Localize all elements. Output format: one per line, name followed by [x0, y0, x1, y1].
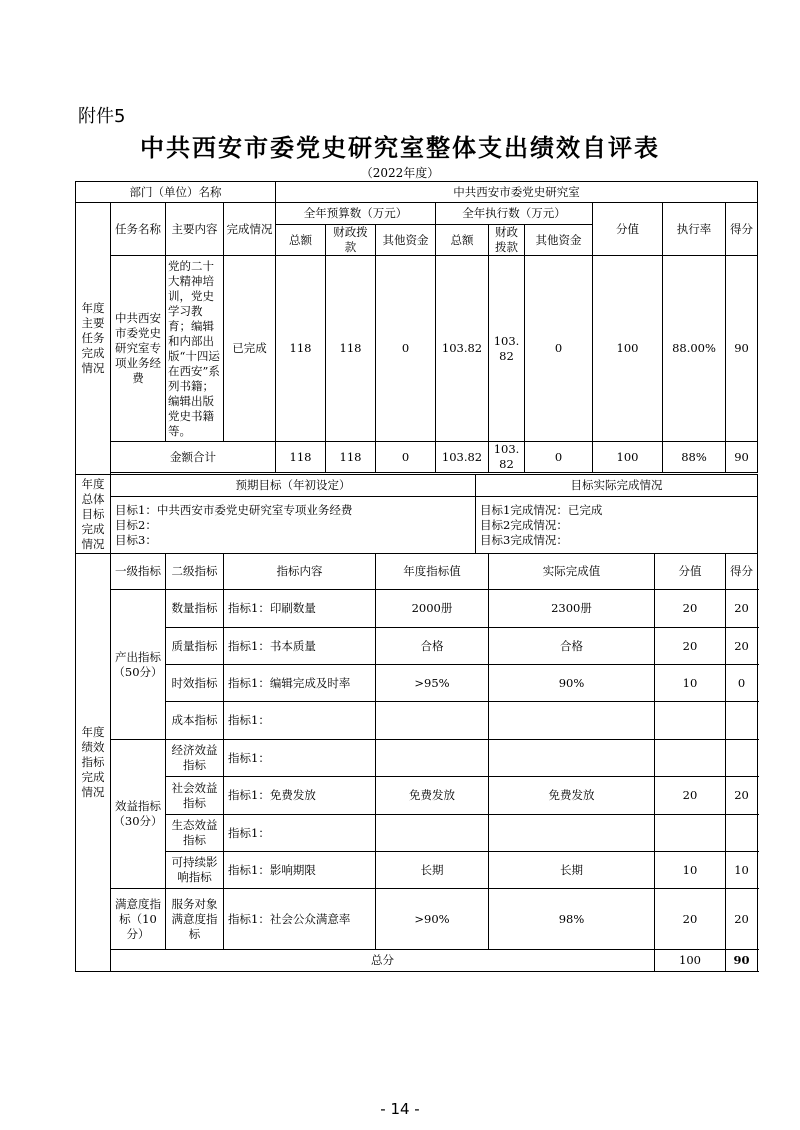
- goal-expected-2: 目标2：: [115, 517, 157, 532]
- sum-exec-other: 0: [525, 442, 593, 473]
- indicator-score-value: 20: [655, 590, 726, 628]
- indicator-score-value: 10: [655, 852, 726, 889]
- indicator-target: [376, 702, 489, 740]
- th-budget-other: 其他资金: [376, 225, 436, 256]
- indicator-score: [726, 815, 758, 852]
- sum-budget-fiscal: 118: [326, 442, 376, 473]
- dept-label: 部门（单位）名称: [76, 182, 276, 203]
- th-status: 完成情况: [224, 203, 276, 256]
- goal-header-row: [76, 475, 758, 497]
- indicator-actual: 98%: [489, 889, 655, 950]
- section1-label: 年度主要任务完成情况: [76, 203, 111, 475]
- indicator-l2: 服务对象满意度指标: [166, 889, 224, 950]
- ih-score: 得分: [726, 554, 758, 590]
- task-content: 党的二十大精神培训，党史学习教育；编辑和内部出版“十四运在西安”系列书籍；编辑出版党史书籍等。: [166, 256, 224, 442]
- goal-expected-1: 目标1：中共西安市委党史研究室专项业务经费: [115, 502, 353, 517]
- indicator-score-value: [655, 815, 726, 852]
- sum-score: 90: [726, 442, 758, 473]
- indicator-actual: 90%: [489, 665, 655, 702]
- total-label: 总分: [111, 950, 655, 972]
- indicator-score-value: 20: [655, 777, 726, 815]
- indicator-score: 20: [726, 777, 758, 815]
- ih-actual: 实际完成值: [489, 554, 655, 590]
- page-title: 中共西安市委党史研究室整体支出绩效自评表: [140, 134, 660, 162]
- indicator-score-value: 20: [655, 628, 726, 665]
- ih-score-value: 分值: [655, 554, 726, 590]
- page-subtitle: （2022年度）: [360, 166, 440, 180]
- indicator-score: [726, 702, 758, 740]
- indicator-content: 指标1：免费发放: [224, 777, 376, 815]
- dept-row: [76, 182, 758, 203]
- sum-exec-total: 103.82: [436, 442, 489, 473]
- indicator-target: 合格: [376, 628, 489, 665]
- th-exec-total: 总额: [436, 225, 489, 256]
- satisfaction-label: 满意度指标（10分）: [111, 889, 166, 950]
- goal-expected-list: [111, 497, 476, 554]
- indicator-content: 指标1：编辑完成及时率: [224, 665, 376, 702]
- indicator-l2: 生态效益指标: [166, 815, 224, 852]
- indicator-l2: 时效指标: [166, 665, 224, 702]
- indicator-l2: 可持续影响指标: [166, 852, 224, 889]
- task-exec-total: 103.82: [436, 256, 489, 442]
- ih-content: 指标内容: [224, 554, 376, 590]
- goal-actual-list: [476, 497, 758, 554]
- evaluation-table: [75, 181, 758, 972]
- sum-budget-other: 0: [376, 442, 436, 473]
- ih-target: 年度指标值: [376, 554, 489, 590]
- goal-actual-3: 目标3完成情况：: [480, 532, 568, 547]
- indicator-score-value: [655, 702, 726, 740]
- task-row: [76, 256, 758, 442]
- indicator-row: [76, 665, 758, 702]
- indicator-target: [376, 815, 489, 852]
- task-budget-total: 118: [276, 256, 326, 442]
- indicator-content: 指标1：: [224, 702, 376, 740]
- th-budget-total: 总额: [276, 225, 326, 256]
- task-status: 已完成: [224, 256, 276, 442]
- goal-actual-2: 目标2完成情况：: [480, 517, 568, 532]
- indicator-actual: 免费发放: [489, 777, 655, 815]
- indicator-target: [376, 740, 489, 777]
- indicator-content: 指标1：印刷数量: [224, 590, 376, 628]
- indicator-score-value: 20: [655, 889, 726, 950]
- th-rate: 执行率: [663, 203, 726, 256]
- sum-budget-total: 118: [276, 442, 326, 473]
- indicator-row: [76, 889, 758, 950]
- indicator-score: 20: [726, 590, 758, 628]
- th-budget-fiscal: 财政拨款: [326, 225, 376, 256]
- indicator-target: 长期: [376, 852, 489, 889]
- indicator-content: 指标1：: [224, 815, 376, 852]
- indicator-actual: 合格: [489, 628, 655, 665]
- dept-value: 中共西安市委党史研究室: [276, 182, 758, 203]
- indicator-actual: [489, 702, 655, 740]
- th-score: 得分: [726, 203, 758, 256]
- indicator-header-row: [76, 554, 758, 590]
- goal-expected-3: 目标3：: [115, 532, 157, 547]
- sum-label: 金额合计: [111, 442, 276, 473]
- goal-actual-header: 目标实际完成情况: [476, 475, 758, 497]
- indicator-row: [76, 852, 758, 889]
- indicator-row: [76, 815, 758, 852]
- output-label: 产出指标（50分）: [111, 590, 166, 740]
- indicator-content: 指标1：书本质量: [224, 628, 376, 665]
- indicator-score-value: 10: [655, 665, 726, 702]
- goal-expected-header: 预期目标（年初设定）: [111, 475, 476, 497]
- th-content: 主要内容: [166, 203, 224, 256]
- indicator-content: 指标1：: [224, 740, 376, 777]
- ih-level1: 一级指标: [111, 554, 166, 590]
- task-score-value: 100: [593, 256, 663, 442]
- indicator-score: 20: [726, 628, 758, 665]
- indicator-content: 指标1：社会公众满意率: [224, 889, 376, 950]
- sum-exec-fiscal: 103.82: [489, 442, 525, 473]
- indicator-l2: 质量指标: [166, 628, 224, 665]
- indicator-actual: 2300册: [489, 590, 655, 628]
- goal-content-row: [76, 497, 758, 554]
- total-score-value: 100: [655, 950, 726, 972]
- th-exec-other: 其他资金: [525, 225, 593, 256]
- indicator-actual: [489, 815, 655, 852]
- th-task-name: 任务名称: [111, 203, 166, 256]
- task-budget-fiscal: 118: [326, 256, 376, 442]
- section3-label: 年度绩效指标完成情况: [76, 554, 111, 972]
- attachment-label: 附件5: [78, 106, 126, 127]
- ih-level2: 二级指标: [166, 554, 224, 590]
- indicator-row: [76, 628, 758, 665]
- th-budget: 全年预算数（万元）: [276, 203, 436, 225]
- benefit-label: 效益指标（30分）: [111, 740, 166, 889]
- indicator-score: [726, 740, 758, 777]
- section2-label: 年度总体目标完成情况: [76, 475, 111, 554]
- task-rate: 88.00%: [663, 256, 726, 442]
- indicator-score: 0: [726, 665, 758, 702]
- indicator-row: [76, 590, 758, 628]
- task-budget-other: 0: [376, 256, 436, 442]
- indicator-target: 2000册: [376, 590, 489, 628]
- sum-rate: 88%: [663, 442, 726, 473]
- sum-row: [76, 442, 758, 473]
- total-score: 90: [726, 950, 758, 972]
- indicator-l2: 经济效益指标: [166, 740, 224, 777]
- task-exec-other: 0: [525, 256, 593, 442]
- task-exec-fiscal: 103.82: [489, 256, 525, 442]
- task-name: 中共西安市委党史研究室专项业务经费: [111, 256, 166, 442]
- total-row: [76, 950, 758, 972]
- sum-score-value: 100: [593, 442, 663, 473]
- indicator-target: 免费发放: [376, 777, 489, 815]
- indicator-score: 20: [726, 889, 758, 950]
- th-exec-fiscal: 财政拨款: [489, 225, 525, 256]
- th-exec: 全年执行数（万元）: [436, 203, 593, 225]
- page-number: - 14 -: [380, 1100, 420, 1118]
- goal-actual-1: 目标1完成情况：已完成: [480, 502, 603, 517]
- indicator-target: >95%: [376, 665, 489, 702]
- indicator-l2: 社会效益指标: [166, 777, 224, 815]
- indicator-row: [76, 702, 758, 740]
- indicator-target: >90%: [376, 889, 489, 950]
- indicator-content: 指标1：影响期限: [224, 852, 376, 889]
- indicator-row: [76, 740, 758, 777]
- indicator-actual: [489, 740, 655, 777]
- indicator-l2: 成本指标: [166, 702, 224, 740]
- th-score-value: 分值: [593, 203, 663, 256]
- indicator-l2: 数量指标: [166, 590, 224, 628]
- indicator-actual: 长期: [489, 852, 655, 889]
- indicator-row: [76, 777, 758, 815]
- indicator-score: 10: [726, 852, 758, 889]
- task-score: 90: [726, 256, 758, 442]
- task-header-row-1: [76, 203, 758, 225]
- indicator-score-value: [655, 740, 726, 777]
